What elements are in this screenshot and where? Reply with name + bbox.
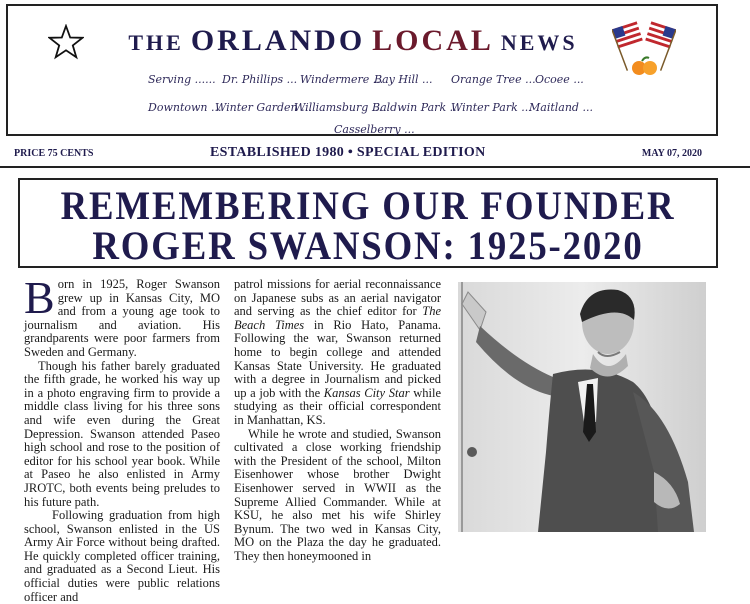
- founder-photo: [458, 282, 706, 532]
- location-link-ocoee[interactable]: Ocoee ...: [535, 73, 584, 86]
- crossed-us-flags-icon: [612, 16, 676, 80]
- headline-line-1: REMEMBERING OUR FOUNDER: [60, 183, 676, 228]
- location-link-casselberry[interactable]: Casselberry ...: [334, 123, 415, 136]
- location-link-windermere[interactable]: Windermere ...: [300, 73, 384, 86]
- article-column-1: [24, 272, 220, 604]
- location-link-serving[interactable]: Serving ......: [148, 73, 216, 86]
- masthead: [6, 4, 718, 136]
- publication-name: Kansas City Star: [323, 385, 410, 400]
- article-text: while studying as their official correspondent in Manhattan, KS.: [234, 385, 441, 427]
- article-text: patrol missions for aerial reconnaissance on Japanese subs as an aerial navigator and serving as the chief editor for: [234, 277, 441, 319]
- article-paragraph: [24, 272, 220, 360]
- headline-line-2: ROGER SWANSON: 1925-2020: [92, 223, 644, 268]
- location-link-winter-park[interactable]: Winter Park ...: [451, 101, 532, 114]
- article-text: in Rio Hato, Panama. Following the war, Swanson returned home to begin college and attended Kansas State University. He graduated with a degree in Journalism and picked up a job with the: [234, 317, 441, 400]
- title-the: THE: [128, 30, 184, 55]
- article-text: orn in 1925, Roger Swanson grew up in Kansas City, MO and from a young age took to journalism and aviation. His grandparents were poor farmers from Sweden and Germany.: [24, 277, 220, 359]
- edition-label: ESTABLISHED 1980 • SPECIAL EDITION: [210, 145, 486, 160]
- star-outline-icon: [48, 24, 84, 60]
- location-link-bay-hill[interactable]: Bay Hill ...: [374, 73, 433, 86]
- location-link-williamsburg[interactable]: Williamsburg ...: [294, 101, 383, 114]
- issue-date: MAY 07, 2020: [641, 148, 702, 159]
- article-paragraph: [234, 278, 441, 428]
- title-local: LOCAL: [372, 24, 494, 57]
- article-paragraph: Though his father barely graduated the fifth grade, he worked his way up in a photo engraving firm to provide a middle class living for his three sons and wife even during the Great Depression. Swanson attended Paseo high school and rose to the position of editor for his school year book. While at Paseo he also enlisted in Army JROTC, both events being preludes to his future path.: [24, 358, 220, 509]
- edition-bar: [0, 144, 750, 164]
- price-label: PRICE 75 CENTS: [14, 148, 94, 159]
- title-news: NEWS: [500, 30, 578, 55]
- location-link-baldwin-park[interactable]: Baldwin Park ...: [372, 101, 461, 114]
- article-paragraph: While he wrote and studied, Swanson cultivated a close working friendship with the President of the school, Milton Eisenhower whose brother Dwight Eisenhower served in WWII as the Supreme Allied Commander. While at KSU, he also met his wife Shirley Bynum. The two wed in Kansas City, MO on the Plaza the day he graduated. They then honeymooned in: [234, 426, 441, 563]
- location-link-orange-tree[interactable]: Orange Tree ...: [451, 73, 536, 86]
- location-link-dr-phillips[interactable]: Dr. Phillips ...: [222, 73, 298, 86]
- article-column-2: [234, 278, 441, 563]
- divider-rule: [0, 166, 750, 168]
- location-link-maitland[interactable]: Maitland ...: [529, 101, 593, 114]
- headline-box: [18, 178, 718, 268]
- location-link-winter-garden[interactable]: Winter Garden ...: [215, 101, 312, 114]
- location-link-downtown[interactable]: Downtown ...: [148, 101, 222, 114]
- newspaper-title: [110, 24, 596, 58]
- founder-photo-image: [458, 282, 706, 532]
- title-orlando: ORLANDO: [190, 24, 366, 57]
- drop-cap: B: [24, 272, 55, 323]
- publication-name: The Beach Times: [234, 304, 441, 332]
- article-paragraph: Following graduation from high school, Swanson enlisted in the US Army Air Force without being drafted. He quickly completed officer training, and graduated as a Second Lieut. His official duties were public relations officer and: [24, 508, 220, 604]
